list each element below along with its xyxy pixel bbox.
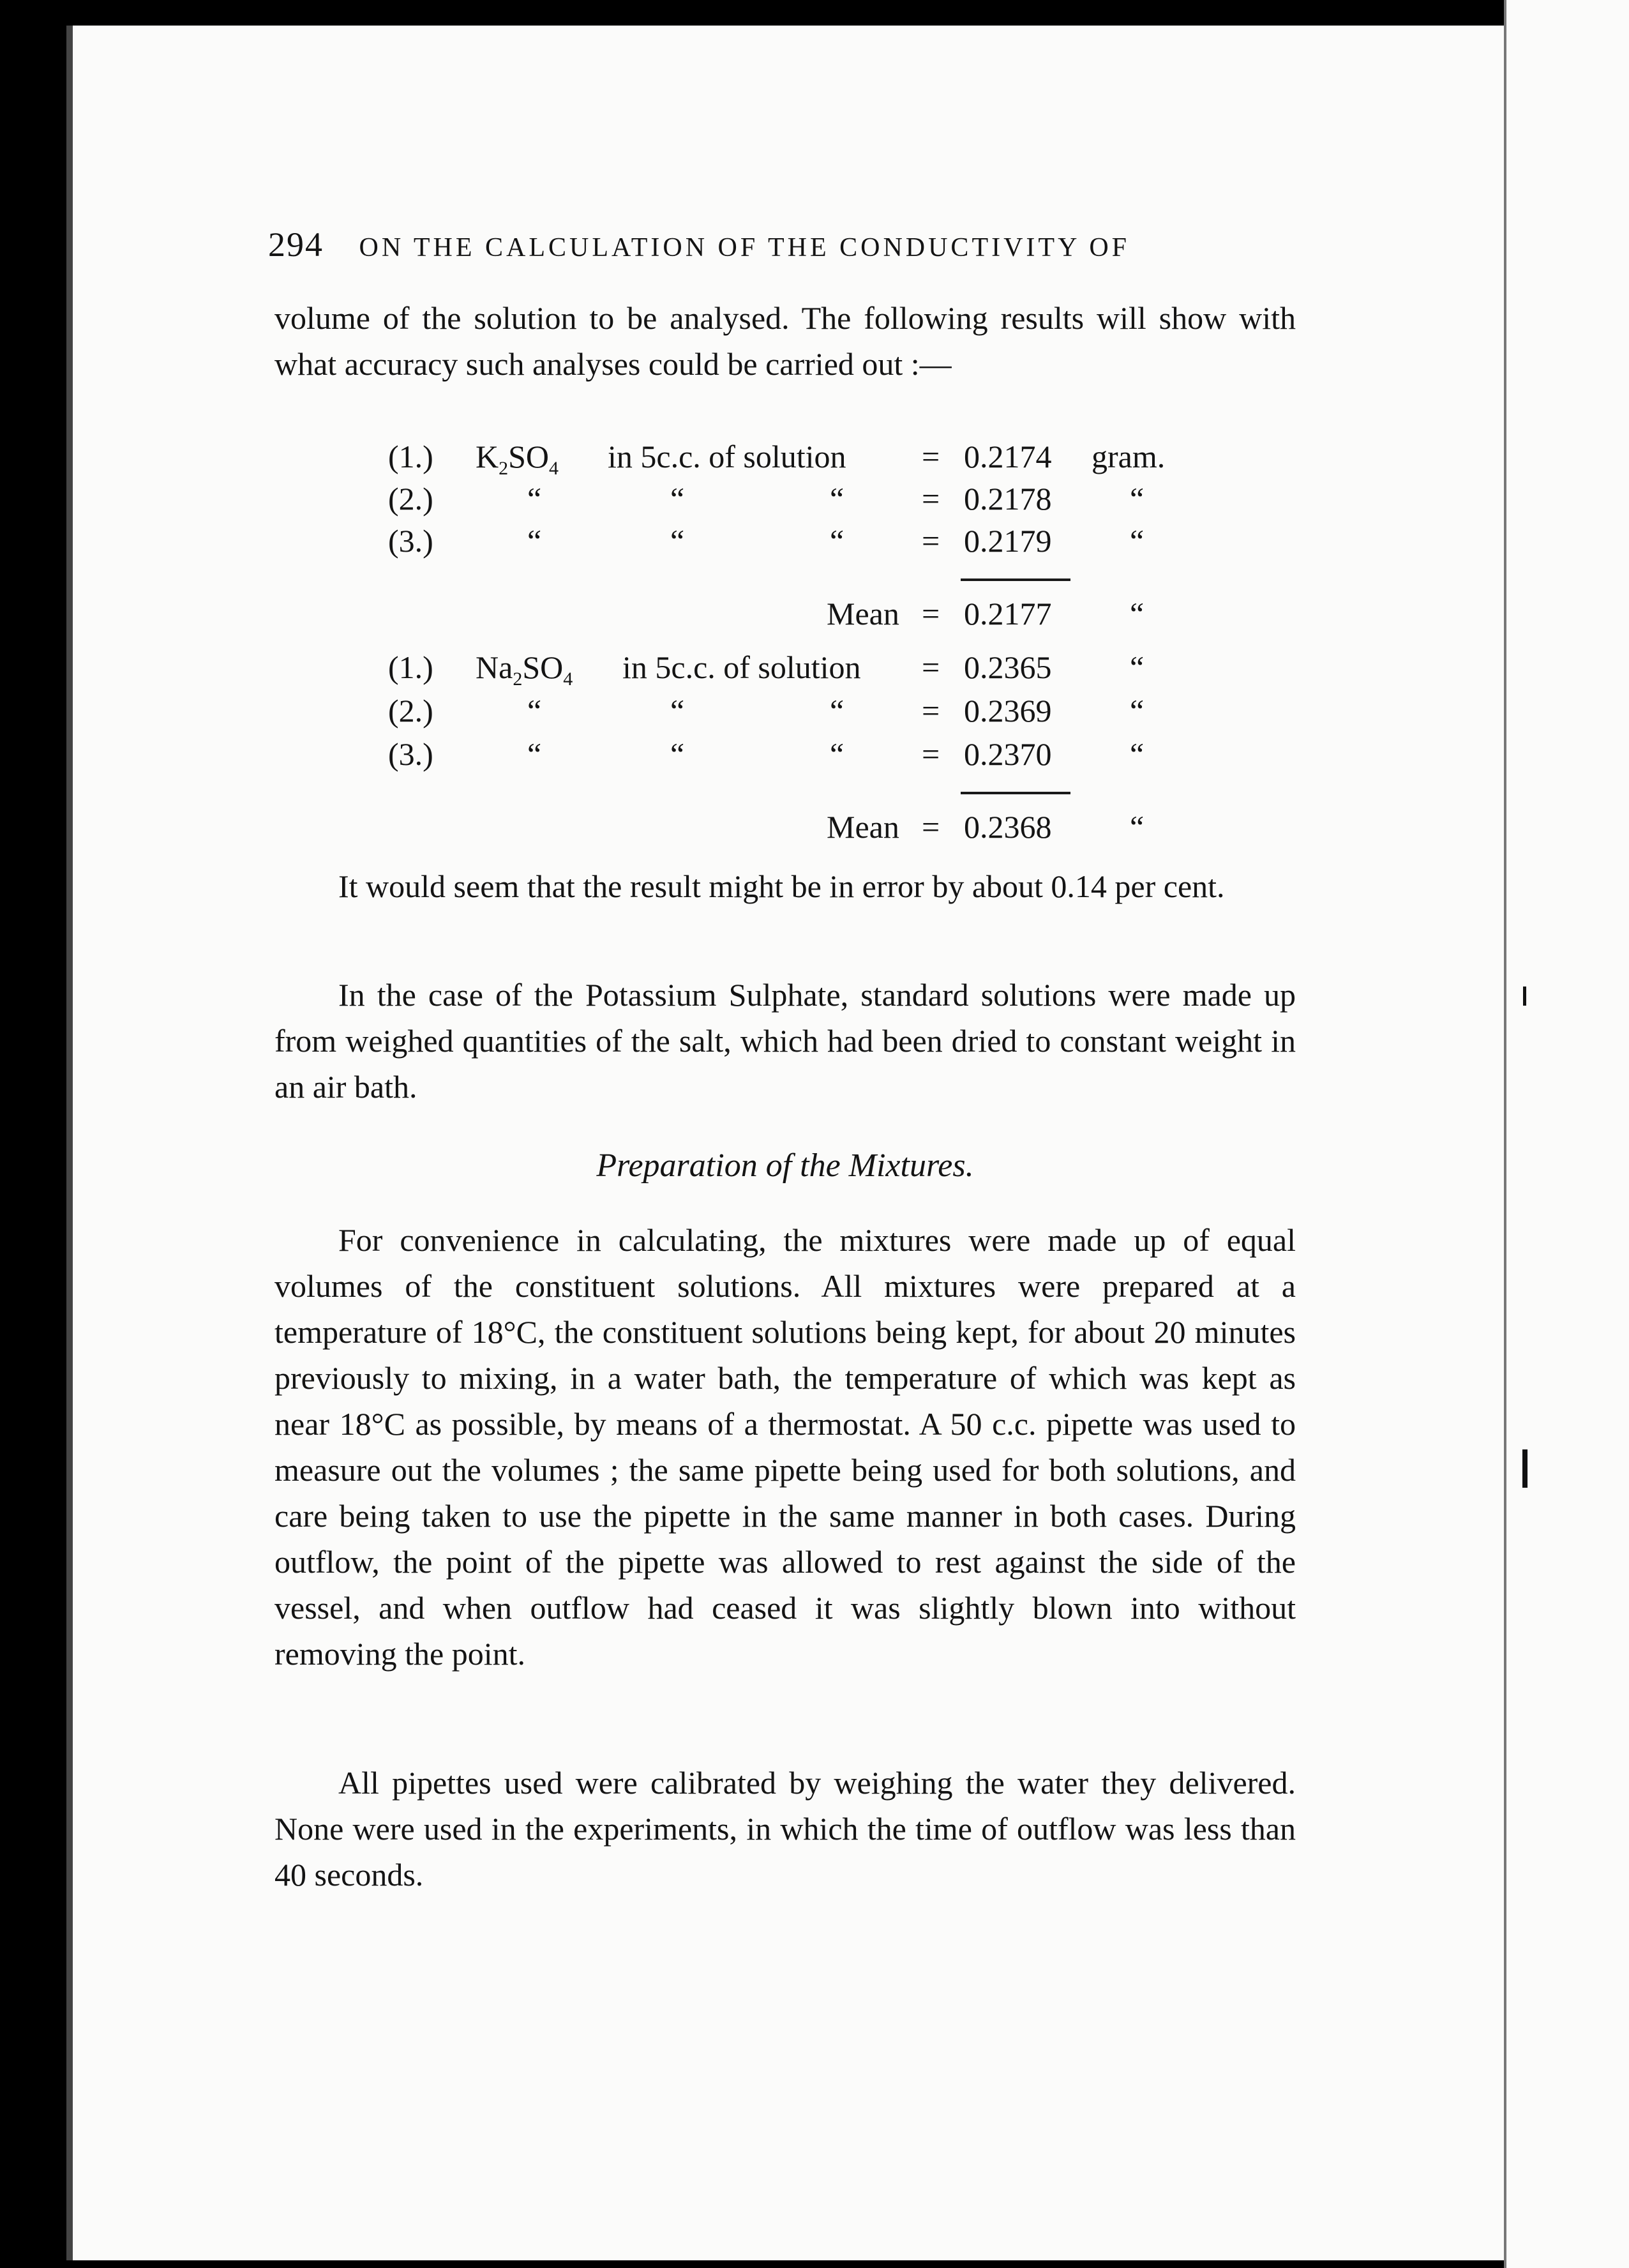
- ditto-mark: “: [830, 736, 845, 772]
- page-number: 294: [268, 225, 324, 264]
- ditto-mark: “: [1130, 481, 1145, 517]
- compound-formula: $Na_2SO_4$: [476, 649, 573, 690]
- ditto-mark: “: [670, 736, 685, 772]
- equals-sign: =: [922, 439, 940, 474]
- unit-label: gram.: [1092, 439, 1166, 474]
- equals-sign: =: [922, 596, 940, 631]
- binding-mark: [1523, 987, 1526, 1006]
- ditto-mark: “: [830, 523, 845, 559]
- equals-sign: =: [922, 809, 940, 845]
- ditto-mark: “: [1130, 596, 1145, 631]
- measurement-description: in 5c.c. of solution: [622, 649, 861, 685]
- mean-value: 0.2177: [964, 596, 1052, 631]
- mean-row: [0, 808, 1629, 849]
- result-value: 0.2174: [964, 439, 1052, 474]
- mean-row: [0, 595, 1629, 636]
- section-heading: Preparation of the Mixtures.: [596, 1147, 974, 1184]
- result-value: 0.2178: [964, 481, 1052, 517]
- equals-sign: =: [922, 523, 940, 559]
- table-row: [0, 480, 1629, 521]
- ditto-mark: “: [830, 693, 845, 729]
- ditto-mark: “: [527, 693, 542, 729]
- equals-sign: =: [922, 481, 940, 517]
- next-page-margin: [1506, 0, 1629, 2268]
- ditto-mark: “: [670, 693, 685, 729]
- result-value: 0.2179: [964, 523, 1052, 559]
- mean-value: 0.2368: [964, 809, 1052, 845]
- ditto-mark: “: [1130, 736, 1145, 772]
- row-number: (2.): [388, 481, 433, 517]
- ditto-mark: “: [670, 523, 685, 559]
- result-value: 0.2369: [964, 693, 1052, 729]
- ditto-mark: “: [1130, 523, 1145, 559]
- result-value: 0.2365: [964, 649, 1052, 685]
- error-paragraph: It would seem that the result might be in error by about 0.14 per cent.: [338, 868, 1225, 904]
- table-row: [0, 692, 1629, 733]
- row-number: (2.): [388, 693, 433, 729]
- mean-label: Mean: [827, 809, 899, 845]
- ditto-mark: “: [1130, 649, 1145, 685]
- ditto-mark: “: [1130, 809, 1145, 845]
- table-row: [0, 522, 1629, 563]
- equals-sign: =: [922, 649, 940, 685]
- row-number: (1.): [388, 439, 433, 474]
- equals-sign: =: [922, 736, 940, 772]
- row-number: (3.): [388, 523, 433, 559]
- pipettes-paragraph: All pipettes used were calibrated by weighing the water they delivered. None were used in the experiments, in which the time of outflow was less than 40 seconds.: [274, 1765, 1296, 1893]
- ditto-mark: “: [527, 736, 542, 772]
- running-header: [268, 225, 1238, 264]
- table-row: [0, 649, 1629, 690]
- row-number: (3.): [388, 736, 433, 772]
- equals-sign: =: [922, 693, 940, 729]
- compound-formula: $K_2SO_4$: [476, 439, 559, 479]
- running-title: ON THE CALCULATION OF THE CONDUCTIVITY OF: [359, 233, 1130, 262]
- binding-mark: [1522, 1449, 1528, 1488]
- result-value: 0.2370: [964, 736, 1052, 772]
- mixtures-paragraph: For convenience in calculating, the mixtures were made up of equal volumes of the constituent solutions. All mixtures were prepared at a temperature of 18°C, the constituent solutions being kept, for about 20 minutes previously to mixing, in a water bath, the temperature of which was kept as near 18°C as possible, by means of a thermostat. A 50 c.c. pipette was used to measure out the volumes ; the same pipette being used for both solutions, and care being taken to use the pipette in the same manner in both cases. During outflow, the point of the pipette was allowed to rest against the side of the vessel, and when outflow had ceased it was slightly blown into without removing the point.: [274, 1222, 1296, 1672]
- ditto-mark: “: [670, 481, 685, 517]
- ditto-mark: “: [527, 523, 542, 559]
- ditto-mark: “: [830, 481, 845, 517]
- measurement-description: in 5c.c. of solution: [608, 439, 846, 474]
- row-number: (1.): [388, 649, 433, 685]
- table-row: [0, 438, 1629, 479]
- intro-paragraph: volume of the solution to be analysed. The following results will show with what accuracy such analyses could be carried out :—: [274, 300, 1296, 382]
- potassium-paragraph: In the case of the Potassium Sulphate, standard solutions were made up from weighed quantities of the salt, which had been dried to constant weight in an air bath.: [274, 977, 1296, 1105]
- mean-label: Mean: [827, 596, 899, 631]
- ditto-mark: “: [527, 481, 542, 517]
- ditto-mark: “: [1130, 693, 1145, 729]
- table-row: [0, 736, 1629, 776]
- sum-rule: [961, 792, 1070, 794]
- sum-rule: [961, 578, 1070, 581]
